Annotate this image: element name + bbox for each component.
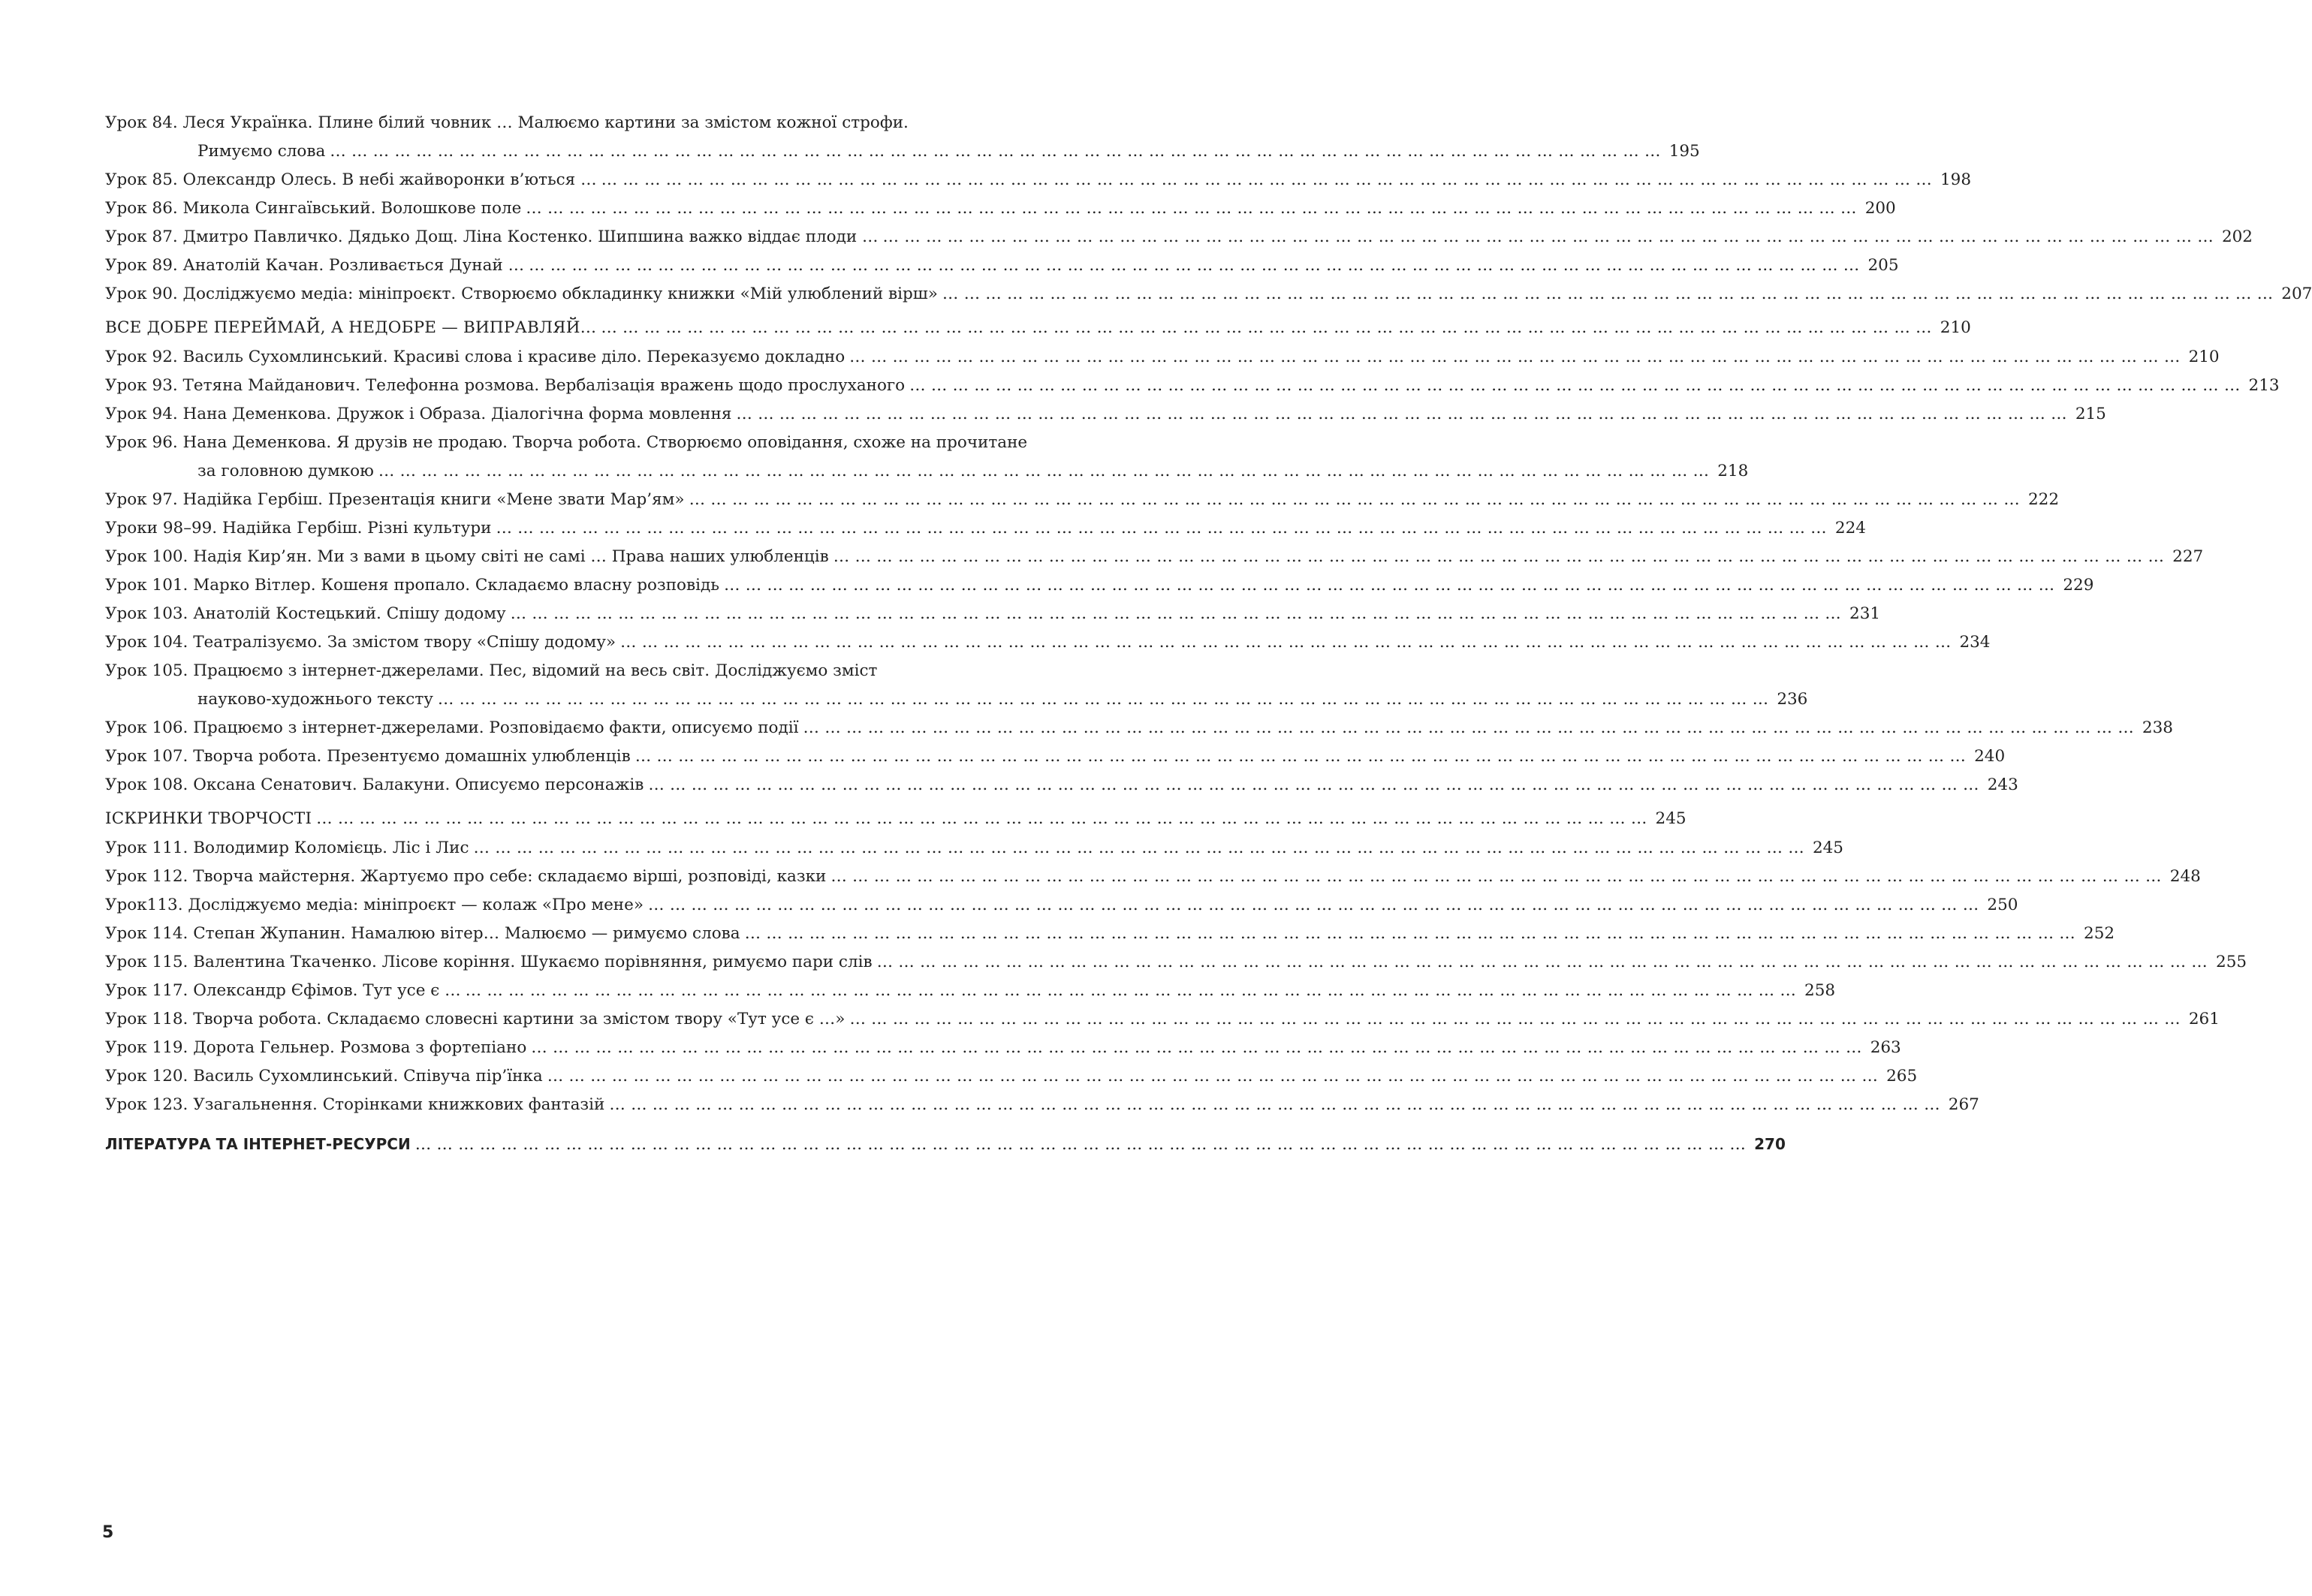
dot-leader: …………………………………………………………………………………………………………………………………………………………………… bbox=[531, 1038, 1867, 1057]
toc-entry bbox=[105, 771, 2018, 800]
toc-page-number: 255 bbox=[2216, 953, 2247, 971]
dot-leader: …………………………………………………………………………………………………………………………………………………………………… bbox=[510, 604, 1847, 623]
toc-entry bbox=[105, 251, 1899, 280]
toc-page-number: 240 bbox=[1974, 747, 2006, 766]
toc-entry-title: Урок 111. Володимир Коломієць. Ліс і Лис bbox=[105, 839, 469, 857]
dot-leader: …………………………………………………………………………………………………………………………………………………………………… bbox=[547, 1067, 1884, 1086]
toc-page-number: 238 bbox=[2142, 718, 2173, 737]
toc-entry bbox=[105, 109, 1700, 166]
toc-final-heading bbox=[105, 1130, 1786, 1159]
toc-entry bbox=[105, 948, 2247, 977]
toc-entry-title: Урок 117. Олександр Єфімов. Тут усе є … bbox=[105, 981, 461, 1000]
dot-leader: …………………………………………………………………………………………………………………………………………………………………… bbox=[635, 747, 1972, 766]
dot-leader: …………………………………………………………………………………………………………………………………………………………………… bbox=[849, 1010, 2186, 1028]
toc-entry bbox=[105, 834, 1843, 863]
toc-page-number: 243 bbox=[1987, 775, 2018, 794]
toc-entry bbox=[105, 223, 2253, 251]
toc-entry-title: Урок 107. Творча робота. Презентуємо домашніх улюбленців bbox=[105, 747, 631, 766]
dot-leader: …………………………………………………………………………………………………………………………………………………………………… bbox=[437, 690, 1774, 709]
toc-page-number: 213 bbox=[2248, 376, 2280, 395]
toc-page-number: 231 bbox=[1849, 604, 1881, 623]
toc-page-number: 236 bbox=[1777, 690, 1808, 709]
dot-leader: …………………………………………………………………………………………………………………………………………………………………… bbox=[830, 867, 2167, 886]
toc-entry-title: Урок 118. Творча робота. Складаємо словесні картини за змістом твору «Тут усе є …» bbox=[105, 1010, 846, 1028]
toc-entry bbox=[105, 429, 1749, 486]
toc-entry-title: Урок 103. Анатолій Костецький. Спішу додому bbox=[105, 604, 506, 623]
dot-leader: …………………………………………………………………………………………………………………………………………………………………… bbox=[529, 256, 1865, 275]
toc-entry-title: Урок 112. Творча майстерня. Жартуємо про себе: складаємо вірші, розповіді, казки bbox=[105, 867, 827, 886]
toc-entry-title: Урок 89. Анатолій Качан. Розливається Дунай … bbox=[105, 256, 525, 275]
toc-entry bbox=[105, 571, 2094, 600]
toc-entry bbox=[105, 166, 1972, 194]
dot-leader: …………………………………………………………………………………………………………………………………………………………………… bbox=[942, 285, 2279, 303]
toc-entry-title: науково-художнього тексту bbox=[197, 690, 433, 709]
toc-entry bbox=[105, 372, 2280, 400]
dot-leader: …………………………………………………………………………………………………………………………………………………………………… bbox=[601, 170, 1937, 189]
toc-entry-title: Урок 114. Степан Жупанин. Намалюю вітер… Малюємо — римуємо слова bbox=[105, 924, 740, 943]
toc-page-number: 261 bbox=[2188, 1010, 2220, 1028]
toc-entry bbox=[105, 891, 2018, 920]
toc-page-number: 245 bbox=[1812, 839, 1843, 857]
toc-entry-title-line: Урок 105. Працюємо з інтернет-джерелами. Пес, відомий на весь світ. Досліджуємо зміст bbox=[105, 661, 878, 680]
toc-page-number: 202 bbox=[2221, 227, 2253, 246]
toc-page-number: 250 bbox=[1987, 896, 2018, 914]
toc-entry-title: Римуємо слова bbox=[197, 142, 326, 161]
toc-entry-title-line: Урок 84. Леся Українка. Плине білий човник … Малюємо картини за змістом кожної строфи. bbox=[105, 113, 909, 132]
dot-leader: …………………………………………………………………………………………………………………………………………………………………… bbox=[609, 1095, 1946, 1114]
toc-page-number: 252 bbox=[2084, 924, 2115, 943]
toc-entry-title: Урок 115. Валентина Ткаченко. Лісове коріння. Шукаємо порівняння, римуємо пари слів bbox=[105, 953, 873, 971]
toc-page-number: 215 bbox=[2075, 405, 2106, 423]
toc-entry-title: Урок 108. Оксана Сенатович. Балакуни. Описуємо персонажів bbox=[105, 775, 644, 794]
toc-section-title: ВСЕ ДОБРЕ ПЕРЕЙМАЙ, А НЕДОБРЕ — ВИПРАВЛЯЙ… bbox=[105, 318, 597, 337]
dot-leader: …………………………………………………………………………………………………………………………………………………………………… bbox=[723, 576, 2060, 595]
toc-entry bbox=[105, 657, 1808, 714]
toc-entry-title: Урок 85. Олександр Олесь. В небі жайворонки в’ються … bbox=[105, 170, 597, 189]
dot-leader: …………………………………………………………………………………………………………………………………………………………………… bbox=[465, 981, 1802, 1000]
toc-page-number: 234 bbox=[1959, 633, 1991, 652]
toc-entry-title: Урок 94. Нана Деменкова. Дружок і Образа. Діалогічна форма мовлення bbox=[105, 405, 732, 423]
toc-entry bbox=[105, 863, 2201, 891]
dot-leader: …………………………………………………………………………………………………………………………………………………………………… bbox=[876, 953, 2214, 971]
toc-entry-title: Урок 101. Марко Вітлер. Кошеня пропало. Складаємо власну розповідь bbox=[105, 576, 719, 595]
toc-page-number: 200 bbox=[1864, 199, 1896, 218]
toc-entry-title: Урок 87. Дмитро Павличко. Дядько Дощ. Ліна Костенко. Шипшина важко віддає плоди … bbox=[105, 227, 879, 246]
dot-leader: …………………………………………………………………………………………………………………………………………………………………… bbox=[833, 547, 2170, 566]
dot-leader: …………………………………………………………………………………………………………………………………………………………………… bbox=[909, 376, 2246, 395]
page-number: 5 bbox=[102, 1523, 114, 1542]
toc-page-number: 210 bbox=[2188, 348, 2220, 366]
toc-entry-title: Урок 97. Надійка Гербіш. Презентація книги «Мене звати Мар’ям» bbox=[105, 490, 685, 509]
toc-section-title: ІСКРИНКИ ТВОРЧОСТІ bbox=[105, 809, 312, 828]
dot-leader: …………………………………………………………………………………………………………………………………………………………………… bbox=[378, 462, 1715, 480]
dot-leader: …………………………………………………………………………………………………………………………………………………………………… bbox=[803, 718, 2139, 737]
toc-entry-title: Урок 119. Дорота Гельнер. Розмова з фортепіано bbox=[105, 1038, 527, 1057]
toc-entry bbox=[105, 714, 2173, 742]
dot-leader: …………………………………………………………………………………………………………………………………………………………………… bbox=[736, 405, 2072, 423]
toc-section-heading bbox=[105, 805, 1687, 833]
toc-section-heading bbox=[105, 314, 1971, 342]
toc-page-number: 265 bbox=[1886, 1067, 1918, 1086]
toc-entry bbox=[105, 1062, 1918, 1091]
dot-leader: …………………………………………………………………………………………………………………………………………………………………… bbox=[316, 809, 1653, 828]
toc-entry bbox=[105, 977, 1836, 1005]
toc-page-number: 205 bbox=[1867, 256, 1899, 275]
toc-page-number: 248 bbox=[2169, 867, 2201, 886]
toc-page-number: 207 bbox=[2281, 285, 2312, 303]
dot-leader: …………………………………………………………………………………………………………………………………………………………………… bbox=[882, 227, 2219, 246]
toc-page-number: 263 bbox=[1870, 1038, 1901, 1057]
toc-entry-title: Урок 104. Театралізуємо. За змістом твору «Спішу додому» bbox=[105, 633, 616, 652]
toc-page-number: 270 bbox=[1754, 1135, 1786, 1153]
toc-entry-title: Урок 90. Досліджуємо медіа: мініпроєкт. Створюємо обкладинку книжки «Мій улюблений вірш» bbox=[105, 285, 938, 303]
toc-entry bbox=[105, 1005, 2220, 1034]
toc-entry-title: Уроки 98–99. Надійка Гербіш. Різні культури bbox=[105, 519, 492, 538]
dot-leader: …………………………………………………………………………………………………………………………………………………………………… bbox=[620, 633, 1957, 652]
dot-leader: …………………………………………………………………………………………………………………………………………………………………… bbox=[849, 348, 2186, 366]
toc-page-number: 210 bbox=[1940, 318, 1971, 337]
toc-entry bbox=[105, 543, 2204, 571]
toc-entry bbox=[105, 742, 2006, 771]
dot-leader: …………………………………………………………………………………………………………………………………………………………………… bbox=[330, 142, 1666, 161]
toc-entry bbox=[105, 486, 2060, 514]
toc-page-number: 198 bbox=[1940, 170, 1972, 189]
toc-page-number: 258 bbox=[1804, 981, 1836, 1000]
toc-entry-title: Урок 93. Тетяна Майданович. Телефонна розмова. Вербалізація вражень щодо прослуханого bbox=[105, 376, 906, 395]
toc-page-number: 195 bbox=[1668, 142, 1700, 161]
dot-leader: …………………………………………………………………………………………………………………………………………………………………… bbox=[473, 839, 1810, 857]
toc-entry-title-line: Урок 96. Нана Деменкова. Я друзів не продаю. Творча робота. Створюємо оповідання, схоже на прочитане bbox=[105, 433, 1028, 452]
toc-entry bbox=[105, 600, 1881, 628]
toc-page-number: 229 bbox=[2063, 576, 2094, 595]
toc-entry-title: Урок 120. Василь Сухомлинський. Співуча пір’їнка bbox=[105, 1067, 543, 1086]
toc-entry bbox=[105, 920, 2115, 948]
toc-section-title: ЛІТЕРАТУРА ТА ІНТЕРНЕТ-РЕСУРСИ bbox=[105, 1135, 411, 1153]
dot-leader: …………………………………………………………………………………………………………………………………………………………………… bbox=[526, 199, 1862, 218]
dot-leader: …………………………………………………………………………………………………………………………………………………………………… bbox=[744, 924, 2081, 943]
toc-entry-title: Урок 92. Василь Сухомлинський. Красиві слова і красиве діло. Переказуємо докладно bbox=[105, 348, 846, 366]
toc-page-number: 267 bbox=[1948, 1095, 1979, 1114]
toc-entry bbox=[105, 1091, 1979, 1119]
dot-leader: …………………………………………………………………………………………………………………………………………………………………… bbox=[689, 490, 2025, 509]
dot-leader: …………………………………………………………………………………………………………………………………………………………………… bbox=[648, 896, 1985, 914]
toc-entry-title: Урок 123. Узагальнення. Сторінками книжкових фантазій bbox=[105, 1095, 605, 1114]
toc-page-number: 245 bbox=[1655, 809, 1687, 828]
dot-leader: …………………………………………………………………………………………………………………………………………………………………… bbox=[496, 519, 1832, 538]
toc-entry bbox=[105, 628, 1991, 657]
toc-entry bbox=[105, 1034, 1901, 1062]
toc-entry bbox=[105, 514, 1866, 543]
toc-entry-title: Урок 100. Надія Кир’ян. Ми з вами в цьому світі не самі … Права наших улюбленців bbox=[105, 547, 829, 566]
toc-entry bbox=[105, 343, 2220, 372]
dot-leader: …………………………………………………………………………………………………………………………………………………………………… bbox=[601, 318, 1937, 337]
toc-entry bbox=[105, 400, 2106, 429]
toc-entry bbox=[105, 280, 2312, 309]
dot-leader: …………………………………………………………………………………………………………………………………………………………………… bbox=[648, 775, 1985, 794]
toc-page-number: 218 bbox=[1717, 462, 1749, 480]
toc-entry-title: Урок 106. Працюємо з інтернет-джерелами. Розповідаємо факти, описуємо події bbox=[105, 718, 799, 737]
toc-page-number: 222 bbox=[2027, 490, 2060, 509]
toc-page-number: 224 bbox=[1834, 519, 1866, 538]
toc-entry-title: за головною думкою bbox=[197, 462, 374, 480]
toc-entry-title: Урок113. Досліджуємо медіа: мініпроєкт — колаж «Про мене» bbox=[105, 896, 644, 914]
toc-entry-title: Урок 86. Микола Сингаївський. Волошкове поле bbox=[105, 199, 522, 218]
toc-page-number: 227 bbox=[2172, 547, 2204, 566]
toc-entry bbox=[105, 194, 1896, 223]
table-of-contents bbox=[105, 109, 2312, 1159]
dot-leader: …………………………………………………………………………………………………………………………………………………………………… bbox=[414, 1135, 1752, 1154]
